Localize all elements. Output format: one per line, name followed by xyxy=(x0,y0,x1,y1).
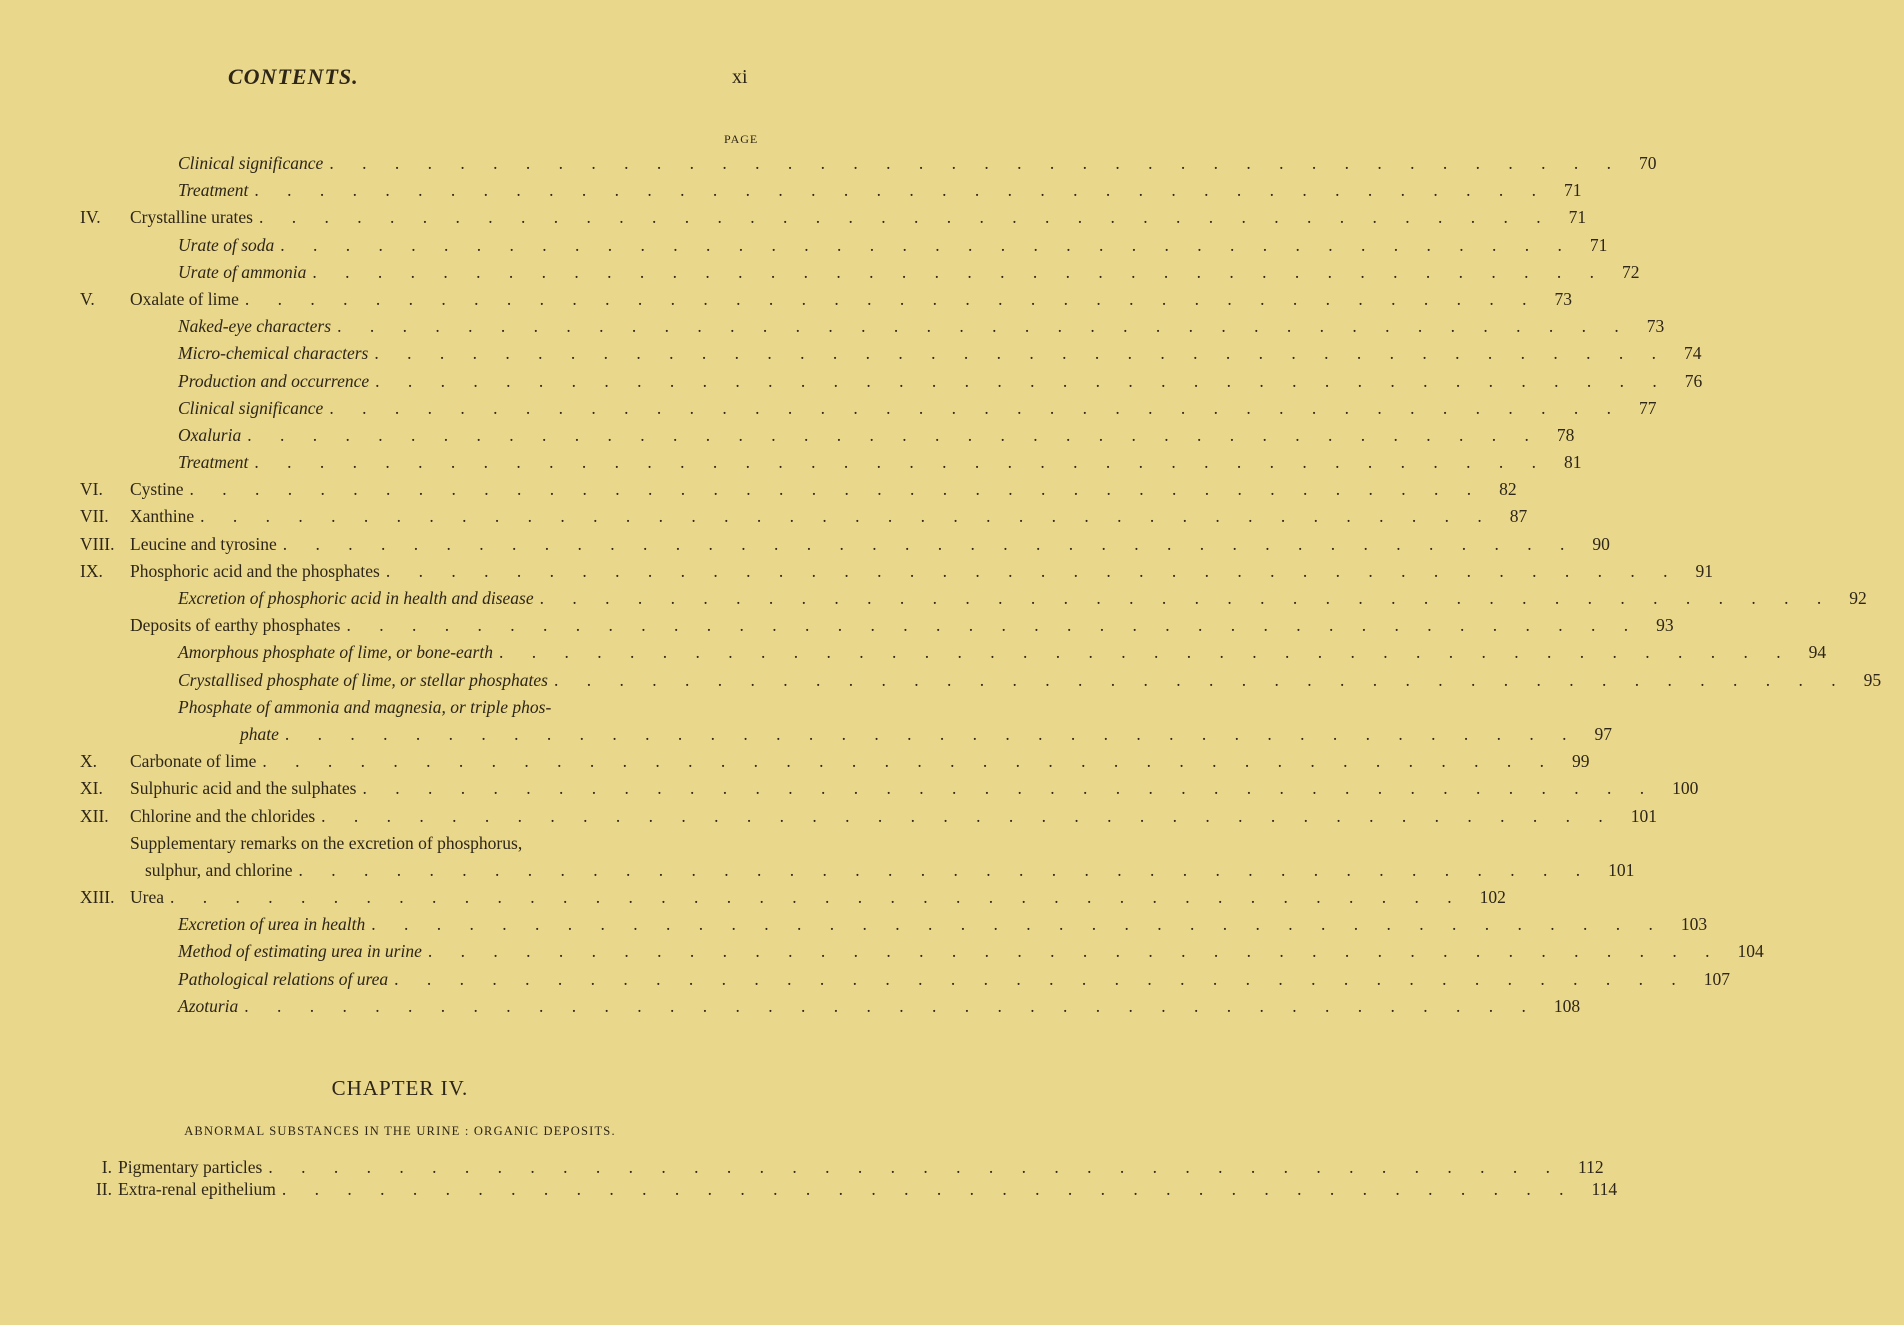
entry-page: 81 xyxy=(1563,452,1582,473)
entry-number xyxy=(80,177,130,204)
entry-title: Urate of soda xyxy=(178,234,275,255)
entry-number xyxy=(80,368,130,395)
entry-page: 71 xyxy=(1589,234,1608,255)
entry-title: Excretion of phosphoric acid in health and disease xyxy=(178,588,534,608)
toc-entry xyxy=(80,422,1575,449)
toc-entry xyxy=(80,503,1528,530)
entry-number xyxy=(80,721,130,748)
entry-number xyxy=(80,612,130,639)
dot-leader: . . . . . . . . . . . . . . . . . . . . . . . . . . . . . . . . . . . . . . . . xyxy=(298,859,1593,880)
entry-page: 93 xyxy=(1656,615,1674,636)
toc-entry xyxy=(80,150,1657,177)
table-of-contents xyxy=(80,150,1882,1020)
toc-entry xyxy=(80,259,1640,286)
entry-title: Supplementary remarks on the excretion of phosphorus, xyxy=(130,832,523,853)
entry-page: 102 xyxy=(1479,887,1506,908)
entry-title: Treatment xyxy=(178,452,249,473)
toc-entry xyxy=(80,1156,1604,1178)
entry-title: Micro-chemical characters xyxy=(178,343,369,364)
entry-page: 90 xyxy=(1592,533,1610,554)
dot-leader: . . . . . . . . . . . . . . . . . . . . . . . . . . . . . . . . . . . . . . . . xyxy=(337,316,1631,337)
entry-title: Oxaluria xyxy=(178,424,242,445)
running-head-title: CONTENTS. xyxy=(228,64,359,89)
entry-number xyxy=(80,911,130,938)
entry-page: 71 xyxy=(1568,207,1587,228)
entry-page: 104 xyxy=(1737,941,1764,962)
entry-page: 114 xyxy=(1591,1179,1618,1199)
entry-page: 73 xyxy=(1646,316,1665,337)
dot-leader: . . . . . . . . . . . . . . . . . . . . . . . . . . . . . . . . . . . . . . . . xyxy=(374,343,1668,364)
toc-entry xyxy=(80,449,1582,476)
entry-number xyxy=(80,150,130,177)
dot-leader: . . . . . . . . . . . . . . . . . . . . . . . . . . . . . . . . . . . . . . . . xyxy=(329,153,1623,173)
entry-title: phate xyxy=(240,723,279,744)
entry-number: V. xyxy=(80,288,95,309)
entry-number: VI. xyxy=(80,479,103,500)
chapter-heading: CHAPTER IV. xyxy=(331,1076,469,1100)
entry-number: XI. xyxy=(80,778,103,799)
entry-page xyxy=(712,694,762,721)
entry-page: 108 xyxy=(1553,995,1581,1016)
entry-title: Urate of ammonia xyxy=(178,261,307,282)
entry-page: 87 xyxy=(1509,506,1528,527)
entry-page: 77 xyxy=(1638,397,1657,418)
dot-leader: . . . . . . . . . . . . . . . . . . . . . . . . . . . . . . . . . . . . . . . . xyxy=(247,424,1541,445)
entry-page: 95 xyxy=(1863,669,1882,690)
entry-title: Leucine and tyrosine xyxy=(130,533,277,554)
entry-number xyxy=(80,340,130,367)
entry-page: 107 xyxy=(1703,968,1731,989)
entry-title: Crystalline urates xyxy=(130,207,253,228)
dot-leader: . . . . . . . . . . . . . . . . . . . . . . . . . . . . . . . . . . . . . . . . xyxy=(189,479,1484,500)
entry-page: 72 xyxy=(1621,261,1640,282)
entry-page: 101 xyxy=(1630,805,1658,826)
entry-number xyxy=(80,694,130,721)
entry-title: Azoturia xyxy=(178,995,239,1016)
entry-page: 94 xyxy=(1808,642,1827,663)
entry-number: VIII. xyxy=(80,533,115,554)
toc-entry xyxy=(80,340,1702,367)
entry-page: 99 xyxy=(1571,751,1590,772)
entry-title: Method of estimating urea in urine xyxy=(178,941,422,962)
entry-title: Phosphate of ammonia and magnesia, or triple phos- xyxy=(178,696,552,717)
entry-page: 101 xyxy=(1608,859,1635,880)
toc-entry xyxy=(80,911,1708,938)
toc-entry xyxy=(80,694,762,721)
toc-entry xyxy=(80,313,1665,340)
entry-number xyxy=(80,857,130,884)
toc-entry xyxy=(80,966,1731,993)
dot-leader: . . . . . . . . . . . . . . . . . . . . . . . . . . . . . . . . . . . . . . . . xyxy=(329,397,1623,418)
entry-page: 91 xyxy=(1695,560,1713,581)
entry-number xyxy=(80,830,130,857)
dot-leader: . . . . . . . . . . . . . . . . . . . . . . . . . . . . . . . . . . . . . . . . xyxy=(200,506,1494,527)
entry-number xyxy=(80,422,130,449)
toc-entry xyxy=(80,177,1582,204)
toc-entry xyxy=(80,204,1587,231)
entry-number xyxy=(80,667,130,694)
dot-leader: . . . . . . . . . . . . . . . . . . . . . . . . . . . . . . . . . . . . . . . . xyxy=(498,642,1793,663)
dot-leader: . . . . . . . . . . . . . . . . . . . . . . . . . . . . . . . . . . . . . . . . xyxy=(254,180,1548,201)
entry-number xyxy=(80,966,130,993)
dot-leader: . . . . . . . . . . . . . . . . . . . . . . . . . . . . . . . . . . . . . . . . xyxy=(262,751,1556,772)
toc-entry xyxy=(80,803,1658,830)
dot-leader: . . . . . . . . . . . . . . . . . . . . . . . . . . . . . . . . . . . . . . . . xyxy=(280,234,1574,255)
toc-entry xyxy=(80,558,1713,585)
dot-leader: . . . . . . . . . . . . . . . . . . . . . . . . . . . . . . . . . . . . . . . . xyxy=(321,805,1615,826)
dot-leader: . . . . . . . . . . . . . . . . . . . . . . . . . . . . . . . . . . . . . . . . xyxy=(282,533,1577,554)
entry-title: Crystallised phosphate of lime, or stellar phosphates xyxy=(178,669,548,690)
entry-title: Pigmentary particles xyxy=(118,1157,263,1177)
entry-title: Chlorine and the chlorides xyxy=(130,805,316,826)
entry-number xyxy=(80,232,130,259)
entry-number xyxy=(80,395,130,422)
entry-title: Oxalate of lime xyxy=(130,288,239,309)
dot-leader: . . . . . . . . . . . . . . . . . . . . . . . . . . . . . . . . . . . . . . . . xyxy=(346,615,1641,636)
toc-entry xyxy=(80,286,1572,313)
entry-number: X. xyxy=(80,751,98,772)
entry-number: I. xyxy=(101,1157,112,1177)
dot-leader: . . . . . . . . . . . . . . . . . . . . . . . . . . . . . . . . . . . . . . . . xyxy=(371,914,1665,935)
entry-page: 82 xyxy=(1499,479,1517,500)
toc-entry xyxy=(80,938,1764,965)
toc-entry xyxy=(80,748,1590,775)
entry-page: 71 xyxy=(1563,180,1582,201)
entry-page: 70 xyxy=(1638,153,1657,173)
entry-title: Pathological relations of urea xyxy=(178,968,389,989)
dot-leader xyxy=(522,830,712,857)
toc-entry xyxy=(80,721,1613,748)
toc-entry xyxy=(80,639,1827,666)
dot-leader: . . . . . . . . . . . . . . . . . . . . . . . . . . . . . . . . . . . . . . . . xyxy=(427,941,1722,962)
toc-entry xyxy=(80,775,1699,802)
dot-leader: . . . . . . . . . . . . . . . . . . . . . . . . . . . . . . . . . . . . . . . . xyxy=(375,370,1669,391)
dot-leader: . . . . . . . . . . . . . . . . . . . . . . . . . . . . . . . . . . . . . . . . xyxy=(254,452,1548,473)
entry-number: IX. xyxy=(80,560,103,581)
entry-page: 78 xyxy=(1556,424,1575,445)
entry-number: II. xyxy=(95,1179,112,1199)
dot-leader: . . . . . . . . . . . . . . . . . . . . . . . . . . . . . . . . . . . . . . . . xyxy=(170,887,1464,908)
toc-entry xyxy=(80,232,1608,259)
dot-leader: . . . . . . . . . . . . . . . . . . . . . . . . . . . . . . . . . . . . . . . . xyxy=(362,778,1657,799)
entry-number xyxy=(80,993,130,1020)
entry-title: sulphur, and chlorine xyxy=(145,859,293,880)
entry-title: Excretion of urea in health xyxy=(178,914,366,935)
toc-entry xyxy=(80,368,1703,395)
chapter-contents xyxy=(80,1156,1618,1200)
chapter-subtitle: ABNORMAL SUBSTANCES IN THE URINE : ORGANIC DEPOSITS. xyxy=(184,1124,616,1138)
toc-entry xyxy=(80,667,1882,694)
dot-leader: . . . . . . . . . . . . . . . . . . . . . . . . . . . . . . . . . . . . . . . . xyxy=(244,288,1539,309)
entry-title: Carbonate of lime xyxy=(130,751,257,772)
entry-title: Cystine xyxy=(130,479,184,500)
toc-entry xyxy=(80,884,1506,911)
entry-number: XII. xyxy=(80,805,109,826)
entry-title: Clinical significance xyxy=(178,397,324,418)
page-column-label: PAGE xyxy=(724,132,759,146)
entry-title: Urea xyxy=(130,887,165,908)
entry-number xyxy=(80,639,130,666)
entry-title: Production and occurrence xyxy=(178,370,370,391)
entry-number xyxy=(80,449,130,476)
toc-entry xyxy=(80,612,1674,639)
entry-number xyxy=(80,259,130,286)
entry-title: Naked-eye characters xyxy=(178,316,332,337)
entry-title: Deposits of earthy phosphates xyxy=(130,615,341,636)
dot-leader: . . . . . . . . . . . . . . . . . . . . . . . . . . . . . . . . . . . . . . . . xyxy=(284,723,1579,744)
dot-leader: . . . . . . . . . . . . . . . . . . . . . . . . . . . . . . . . . . . . . . . . xyxy=(394,968,1688,989)
entry-page: 73 xyxy=(1554,288,1572,309)
entry-number: XIII. xyxy=(80,887,115,908)
entry-page: 74 xyxy=(1683,343,1702,364)
entry-title: Clinical significance xyxy=(178,153,324,173)
entry-page: 97 xyxy=(1594,723,1613,744)
entry-page xyxy=(712,830,762,857)
entry-page: 112 xyxy=(1577,1157,1604,1177)
dot-leader: . . . . . . . . . . . . . . . . . . . . . . . . . . . . . . . . . . . . . . . . xyxy=(539,588,1834,608)
entry-title: Treatment xyxy=(178,180,249,201)
running-head xyxy=(0,64,800,94)
entry-title: Sulphuric acid and the sulphates xyxy=(130,778,357,799)
dot-leader: . . . . . . . . . . . . . . . . . . . . . . . . . . . . . . . . . . . . . . . . xyxy=(244,995,1538,1016)
entry-page: 76 xyxy=(1684,370,1703,391)
dot-leader xyxy=(551,694,712,721)
dot-leader: . . . . . . . . . . . . . . . . . . . . . . . . . . . . . . . . . . . . . . . . xyxy=(268,1157,1562,1177)
dot-leader: . . . . . . . . . . . . . . . . . . . . . . . . . . . . . . . . . . . . . . . . xyxy=(553,669,1848,690)
toc-entry xyxy=(80,476,1517,503)
toc-entry xyxy=(80,857,1635,884)
entry-page: 100 xyxy=(1672,778,1699,799)
toc-entry xyxy=(80,1178,1618,1200)
dot-leader: . . . . . . . . . . . . . . . . . . . . . . . . . . . . . . . . . . . . . . . . xyxy=(281,1179,1576,1199)
entry-title: Extra-renal epithelium xyxy=(118,1179,276,1199)
toc-entry xyxy=(80,993,1581,1020)
entry-number xyxy=(80,313,130,340)
entry-title: Amorphous phosphate of lime, or bone-earth xyxy=(178,642,493,663)
entry-number xyxy=(80,938,130,965)
entry-title: Phosphoric acid and the phosphates xyxy=(130,560,380,581)
dot-leader: . . . . . . . . . . . . . . . . . . . . . . . . . . . . . . . . . . . . . . . . xyxy=(258,207,1553,228)
entry-page: 103 xyxy=(1680,914,1708,935)
entry-number: VII. xyxy=(80,506,109,527)
toc-entry xyxy=(80,830,762,857)
dot-leader: . . . . . . . . . . . . . . . . . . . . . . . . . . . . . . . . . . . . . . . . xyxy=(385,560,1680,581)
entry-title: Xanthine xyxy=(130,506,195,527)
toc-entry xyxy=(80,395,1657,422)
dot-leader: . . . . . . . . . . . . . . . . . . . . . . . . . . . . . . . . . . . . . . . . xyxy=(312,261,1606,282)
entry-number xyxy=(80,585,130,612)
entry-number: IV. xyxy=(80,207,101,228)
page-number: xi xyxy=(732,66,748,88)
toc-entry xyxy=(80,585,1867,612)
toc-entry xyxy=(80,531,1610,558)
entry-page: 92 xyxy=(1849,588,1867,608)
